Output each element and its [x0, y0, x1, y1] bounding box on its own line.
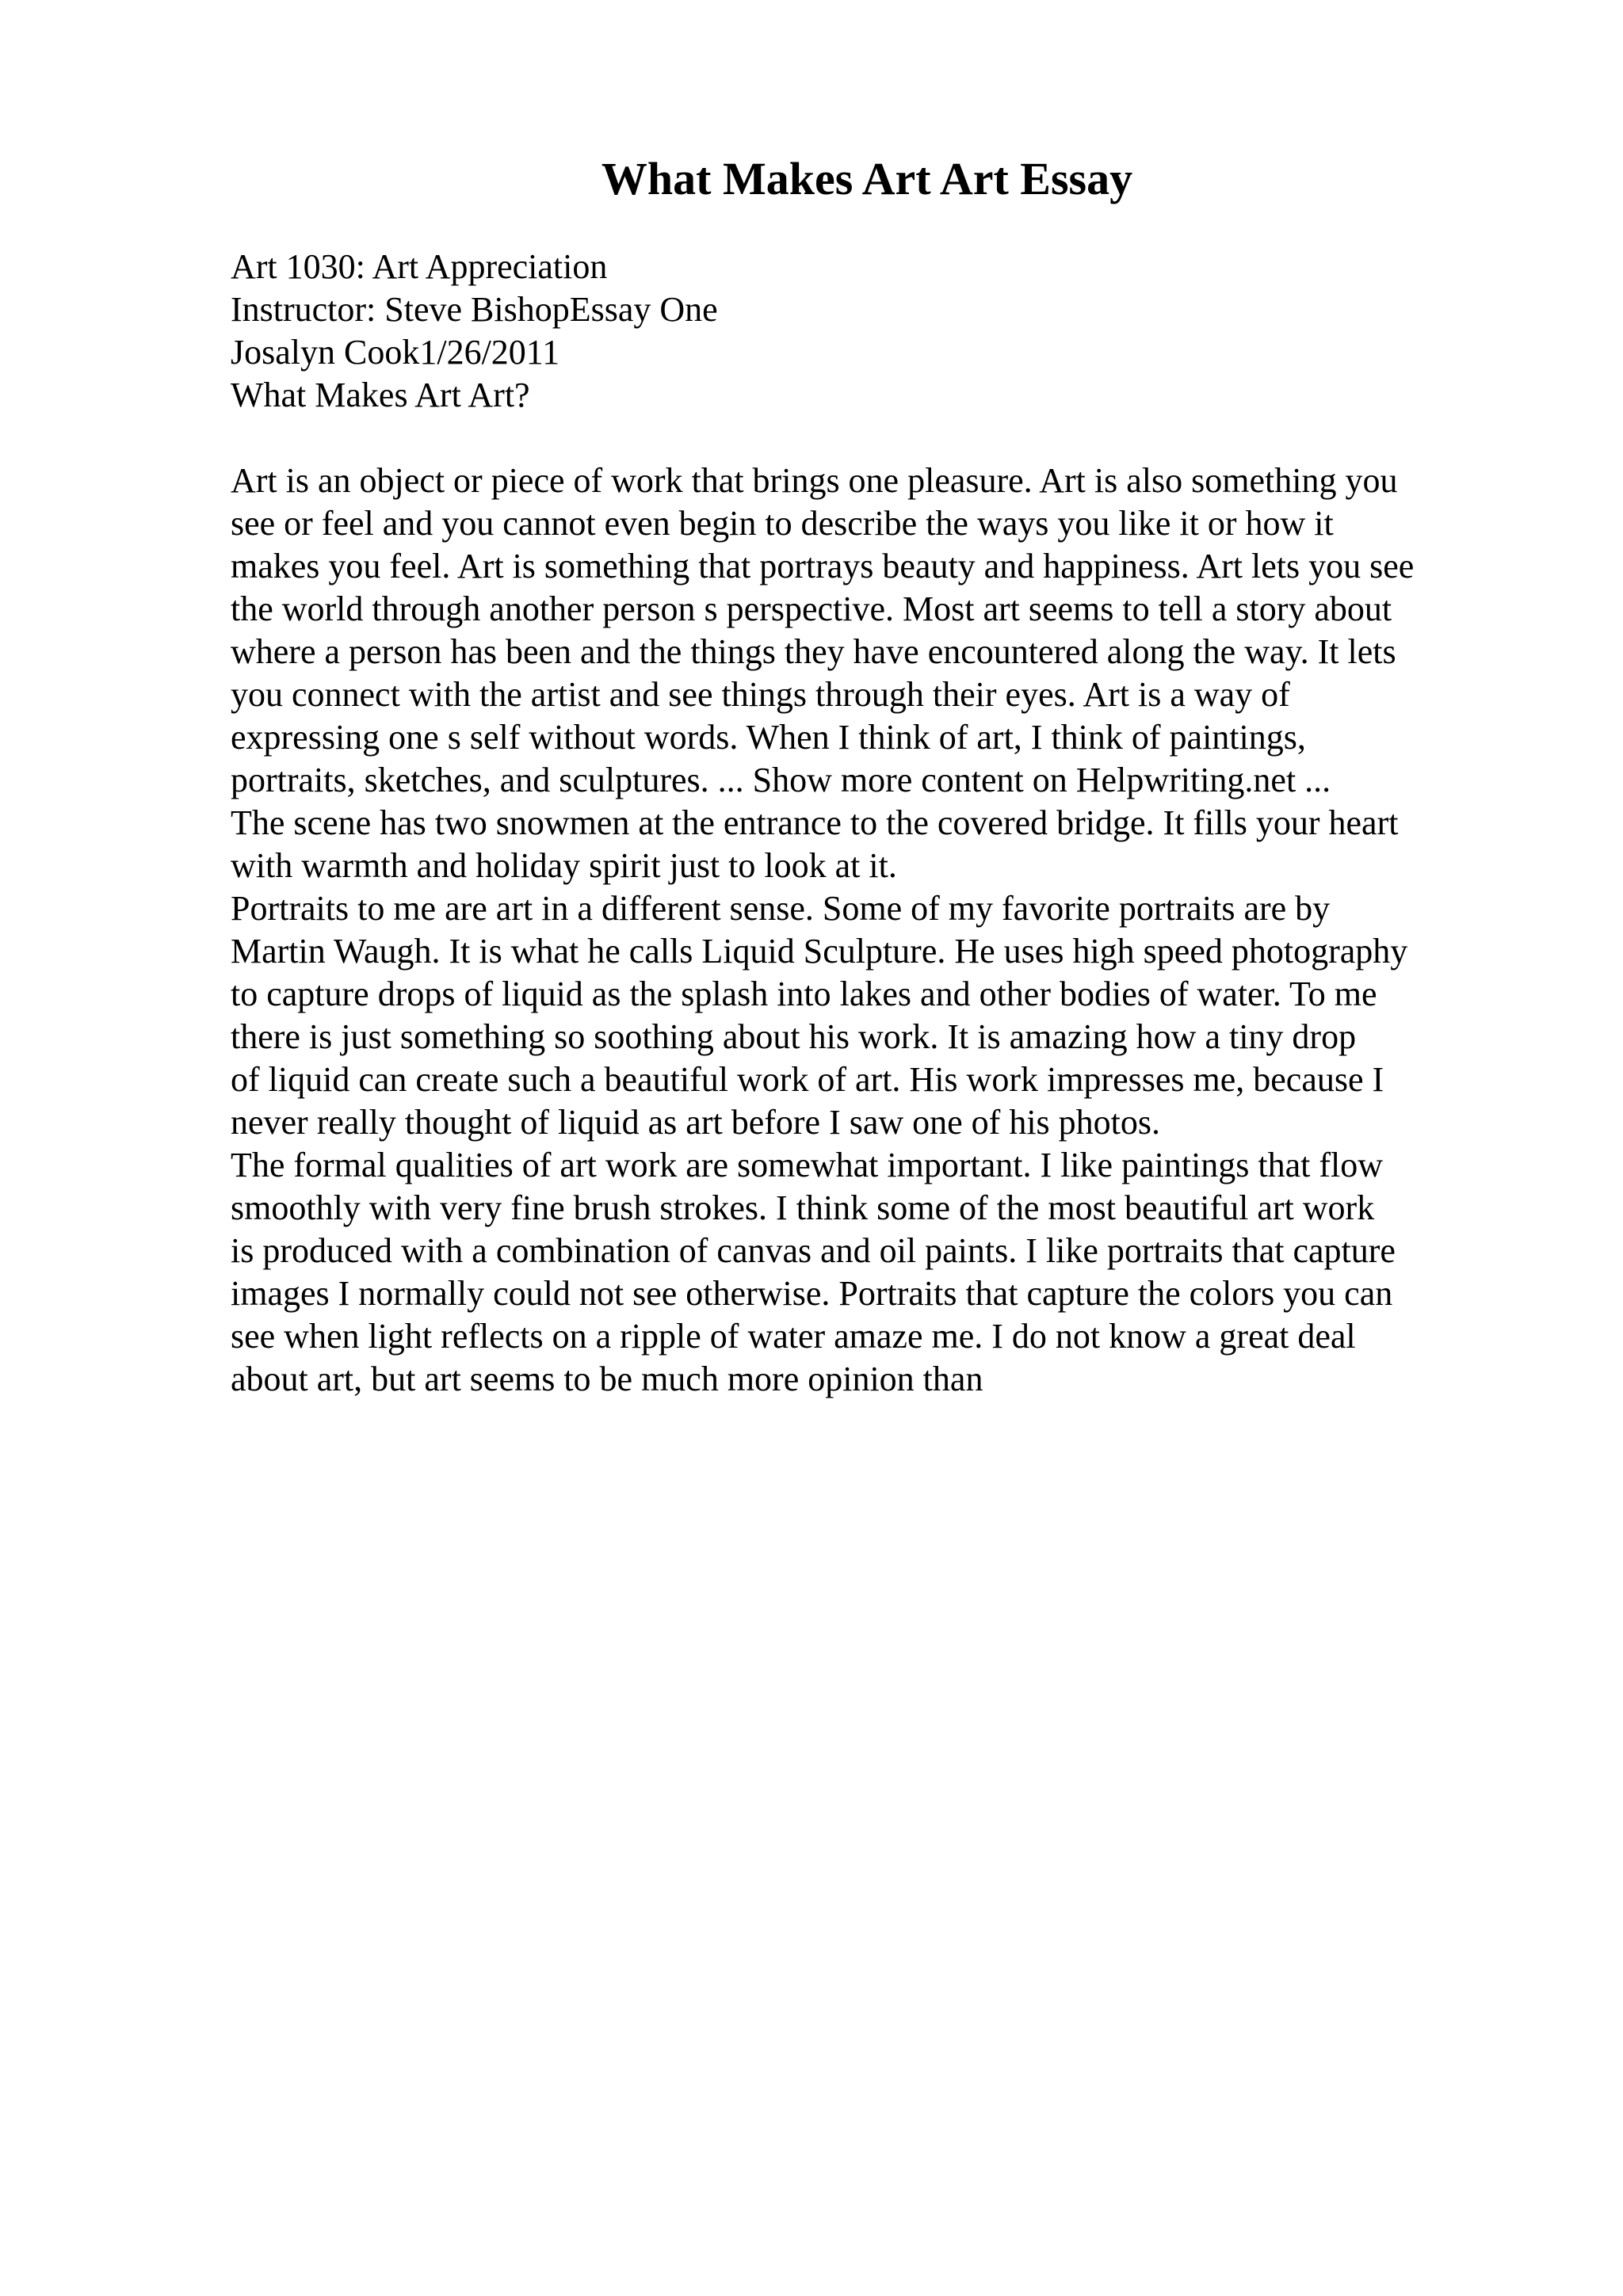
body-line: The formal qualities of art work are somewhat important. I like paintings that flow	[231, 1146, 1384, 1184]
body-line: with warmth and holiday spirit just to look at it.	[231, 846, 897, 885]
body-line: makes you feel. Art is something that portrays beauty and happiness. Art lets you see	[231, 547, 1415, 585]
body-line: see or feel and you cannot even begin to describe the ways you like it or how it	[231, 504, 1334, 543]
body-line: to capture drops of liquid as the splash into lakes and other bodies of water. To me	[231, 974, 1377, 1013]
essay-heading-line: What Makes Art Art?	[231, 376, 530, 414]
body-line: of liquid can create such a beautiful work of art. His work impresses me, because I	[231, 1060, 1384, 1099]
author-date-line: Josalyn Cook1/26/2011	[231, 333, 560, 372]
body-line: Art is an object or piece of work that brings one pleasure. Art is also something you	[231, 461, 1398, 500]
body-line: is produced with a combination of canvas and oil paints. I like portraits that capture	[231, 1231, 1396, 1270]
body-line: Martin Waugh. It is what he calls Liquid Sculpture. He uses high speed photography	[231, 932, 1408, 971]
course-line: Art 1030: Art Appreciation	[231, 247, 608, 286]
essay-body	[231, 460, 1514, 1401]
body-line: images I normally could not see otherwise. Portraits that capture the colors you can	[231, 1274, 1393, 1313]
body-line: smoothly with very fine brush strokes. I think some of the most beautiful art work	[231, 1188, 1375, 1227]
body-line: expressing one s self without words. When I think of art, I think of paintings,	[231, 718, 1306, 757]
body-line: you connect with the artist and see things through their eyes. Art is a way of	[231, 675, 1290, 714]
essay-header	[231, 246, 1514, 417]
body-line: there is just something so soothing about his work. It is amazing how a tiny drop	[231, 1017, 1357, 1056]
instructor-line: Instructor: Steve BishopEssay One	[231, 290, 718, 329]
document-title: What Makes Art Art Essay	[601, 153, 1133, 204]
body-line: where a person has been and the things they have encountered along the way. It lets	[231, 632, 1396, 671]
body-line: Portraits to me are art in a different sense. Some of my favorite portraits are by	[231, 889, 1331, 928]
body-line: the world through another person s perspective. Most art seems to tell a story about	[231, 589, 1392, 628]
body-line: The scene has two snowmen at the entrance to the covered bridge. It fills your heart	[231, 803, 1399, 842]
body-line: about art, but art seems to be much more opinion than	[231, 1360, 983, 1398]
body-line: see when light reflects on a ripple of water amaze me. I do not know a great deal	[231, 1317, 1356, 1356]
body-line: never really thought of liquid as art before I saw one of his photos.	[231, 1103, 1161, 1142]
body-line: portraits, sketches, and sculptures. ... Show more content on Helpwriting.net ...	[231, 761, 1331, 799]
